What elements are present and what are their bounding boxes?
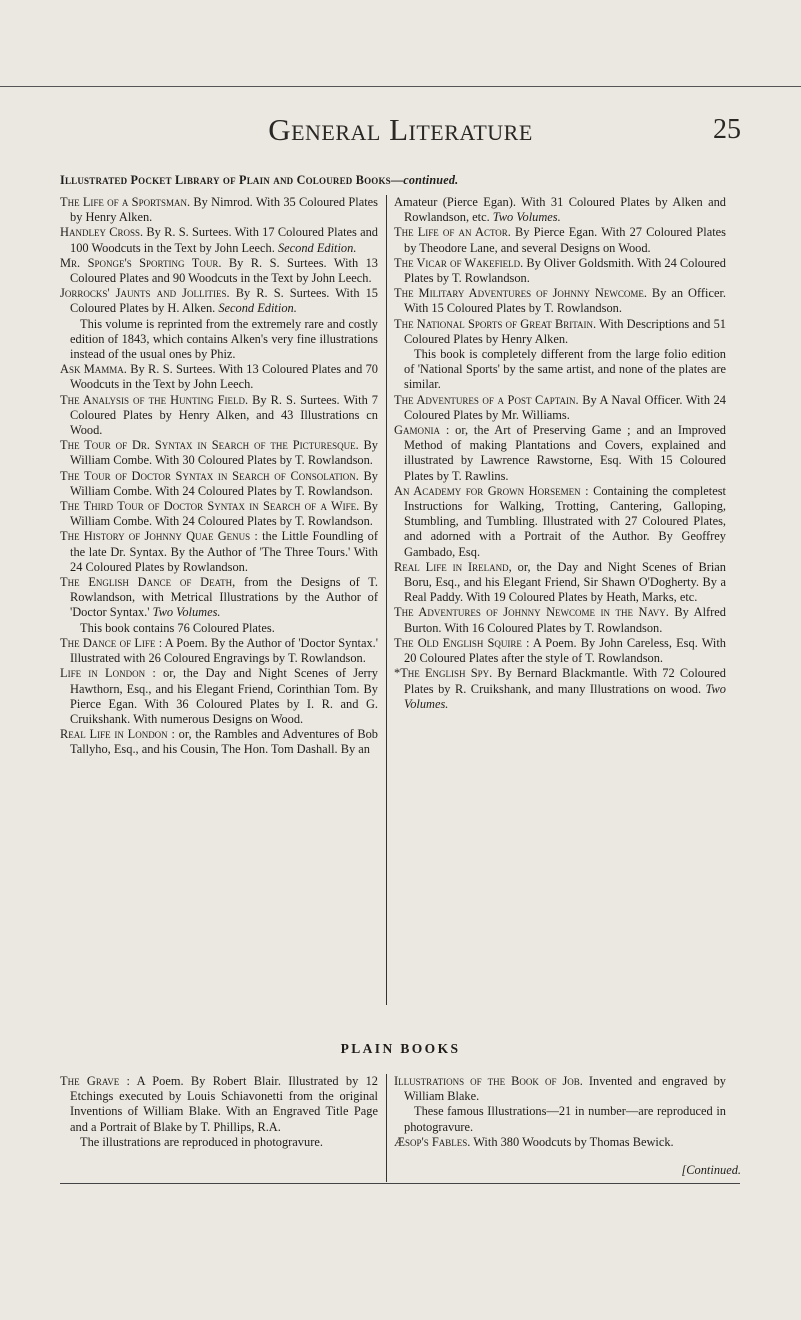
catalogue-note	[60, 621, 378, 636]
section-title: Illustrated Pocket Library of Plain and Coloured Books—	[60, 173, 404, 187]
entry-description: the Little Foundling of the late Dr. Syntax. By the Author of 'The Three Tours.' With 24 Coloured Plates by Rowlandson.	[70, 529, 378, 574]
entry-title: The Dance of Life :	[60, 635, 163, 650]
bottom-rule	[60, 1183, 740, 1184]
entry-description: A Poem. By the Author of 'Doctor Syntax.' Illustrated with 26 Coloured Engravings by T. Rowlandson.	[70, 635, 378, 666]
catalogue-entry	[394, 484, 726, 560]
catalogue-note	[60, 1135, 378, 1150]
catalogue-entry	[394, 225, 726, 255]
entry-edition: Second Edition.	[218, 301, 297, 316]
catalogue-entry	[60, 438, 378, 468]
note-text: These famous Illustrations—21 in number—are reproduced in photogravure.	[404, 1104, 726, 1134]
entry-title: The Tour of Doctor Syntax in Search of Consolation.	[60, 468, 359, 483]
entry-title: The Third Tour of Doctor Syntax in Search of a Wife.	[60, 499, 360, 514]
note-text: The illustrations are reproduced in photogravure.	[80, 1134, 323, 1149]
entry-description: By William Combe. With 24 Coloured Plates by T. Rowlandson.	[70, 468, 378, 498]
entry-description: By R. S. Surtees. With 7 Coloured Plates by Henry Alken, and 43 Illustrations cn Wood.	[70, 392, 378, 438]
catalogue-entry	[60, 499, 378, 529]
catalogue-entry	[394, 605, 726, 635]
column-divider	[386, 195, 387, 1005]
entry-title: Real Life in London :	[60, 727, 175, 742]
entry-title: Real Life in Ireland,	[394, 559, 512, 574]
entry-edition: Second Edition.	[277, 240, 357, 255]
catalogue-entry	[60, 195, 378, 225]
entry-edition: Two Volumes.	[492, 210, 561, 225]
entry-description: Amateur (Pierce Egan). With 31 Coloured Plates by Alken and Rowlandson, etc.	[394, 195, 726, 225]
left-column	[60, 195, 378, 758]
plain-books-heading: PLAIN BOOKS	[340, 1041, 461, 1056]
plain-right-column	[394, 1074, 726, 1150]
catalogue-entry	[394, 393, 726, 423]
note-text: This volume is reprinted from the extremely rare and costly edition of 1843, which contains Alken's very fine illustrations instead of the usual ones by Phiz.	[70, 316, 378, 362]
plain-column-divider	[386, 1074, 387, 1182]
catalogue-entry	[60, 286, 378, 316]
entry-title: The Military Adventures of Johnny Newcome.	[394, 286, 647, 301]
catalogue-entry	[394, 1135, 726, 1150]
right-column	[394, 195, 726, 712]
catalogue-entry	[60, 636, 378, 666]
section-continued: continued.	[403, 173, 459, 187]
entry-description: With 380 Woodcuts by Thomas Bewick.	[470, 1134, 674, 1149]
catalogue-note	[394, 1104, 726, 1134]
entry-title: Mr. Sponge's Sporting Tour.	[60, 255, 222, 270]
entry-title: The Adventures of Johnny Newcome in the Navy.	[394, 605, 669, 620]
entry-title: Life in London :	[60, 666, 156, 681]
catalogue-entry	[394, 636, 726, 666]
entry-description: or, the Day and Night Scenes of Brian Boru, Esq., and his Elegant Friend, Sir Shawn O'Dogherty. By a Real Paddy. With 19 Coloured Plates by Heath, Marks, etc.	[404, 559, 727, 605]
entry-description: By Oliver Goldsmith. With 24 Coloured Plates by T. Rowlandson.	[404, 255, 727, 286]
catalogue-entry	[60, 1074, 378, 1135]
entry-edition: Two Volumes.	[404, 681, 726, 711]
entry-description: By A Naval Officer. With 24 Coloured Plates by Mr. Williams.	[404, 392, 726, 422]
entry-title: The Adventures of a Post Captain.	[394, 392, 579, 407]
entry-title: The Life of an Actor.	[394, 225, 511, 240]
catalogue-entry	[60, 529, 378, 575]
catalogue-entry	[394, 666, 726, 712]
entry-description: By R. S. Surtees. With 17 Coloured Plates and 100 Woodcuts in the Text by John Leech.	[70, 225, 378, 255]
catalogue-entry	[60, 225, 378, 255]
top-rule	[0, 86, 801, 87]
entry-description: A Poem. By Robert Blair. Illustrated by 12 Etchings executed by Louis Schiavonetti from the original Inventions of William Blake. With an Engraved Title Page and a Portrait of Blake by T. Phillips, R.A.	[70, 1074, 378, 1134]
entry-title: The Vicar of Wakefield.	[394, 255, 524, 270]
entry-description: By Alfred Burton. With 16 Coloured Plates by T. Rowlandson.	[404, 605, 726, 635]
entry-title: An Academy for Grown Horsemen :	[394, 483, 589, 498]
entry-description: By William Combe. With 30 Coloured Plates by T. Rowlandson.	[70, 438, 378, 468]
note-text: This book contains 76 Coloured Plates.	[80, 620, 275, 635]
catalogue-entry	[60, 393, 378, 439]
entry-title: Æsop's Fables.	[394, 1134, 471, 1149]
entry-description: Containing the completest Instructions for Walking, Trotting, Cantering, Galloping, Stumbling, and Tumbling. Illustrated with 27 Coloured Plates, and adorned with a Portrait of the Author. By Geoffrey Gambado, Esq.	[404, 483, 726, 559]
catalogue-entry	[394, 317, 726, 347]
note-text: This book is completely different from the large folio edition of 'National Sports' by the same artist, and none of the plates are similar.	[404, 347, 726, 392]
entry-title: The National Sports of Great Britain.	[394, 316, 597, 331]
page-number: 25	[713, 114, 741, 145]
catalogue-entry	[60, 362, 378, 392]
entry-title: The Grave :	[60, 1074, 130, 1088]
plain-left-column	[60, 1074, 378, 1150]
entry-title: The Analysis of the Hunting Field.	[60, 392, 249, 407]
entry-description: By Pierce Egan. With 27 Coloured Plates by Theodore Lane, and several Designs on Wood.	[404, 225, 726, 255]
catalogue-entry	[394, 423, 726, 484]
catalogue-note	[60, 317, 378, 363]
entry-title: The History of Johnny Quae Genus :	[60, 529, 258, 544]
catalogue-entry	[60, 256, 378, 286]
entry-description: By R. S. Surtees. With 15 Coloured Plates by H. Alken.	[70, 286, 378, 316]
catalogue-entry	[394, 560, 726, 606]
entry-title: Illustrations of the Book of Job.	[394, 1074, 583, 1088]
entry-description: from the Designs of T. Rowlandson, with Metrical Illustrations by the Author of 'Doctor Syntax.'	[70, 575, 378, 620]
entry-title: The Tour of Dr. Syntax in Search of the Picturesque.	[60, 438, 359, 453]
entry-description: With Descriptions and 51 Coloured Plates by Henry Alken.	[404, 316, 726, 346]
catalogue-entry	[394, 256, 726, 286]
entry-title: Jorrocks' Jaunts and Jollities.	[60, 286, 230, 301]
catalogue-note	[394, 347, 726, 393]
page-header	[0, 112, 801, 152]
entry-title: The Life of a Sportsman.	[60, 195, 191, 209]
entry-description: A Poem. By John Careless, Esq. With 20 Coloured Plates after the style of T. Rowlandson.	[404, 635, 726, 666]
continued-label: [Continued.	[681, 1163, 741, 1177]
entry-description: By Nimrod. With 35 Coloured Plates by Henry Alken.	[70, 195, 378, 225]
catalogue-entry	[60, 727, 378, 757]
entry-description: By William Combe. With 24 Coloured Plates by T. Rowlandson.	[70, 499, 379, 529]
entry-title: The Old English Squire :	[394, 635, 530, 650]
catalogue-entry	[394, 195, 726, 225]
entry-description: or, the Art of Preserving Game ; and an Improved Method of making Plantations and Covers, explained and illustrated by Lawrence Rawstorne, Esq. With 15 Coloured Plates by T. Rawlins.	[404, 423, 726, 483]
entry-title: *The English Spy.	[394, 666, 493, 681]
catalogue-entry	[394, 1074, 726, 1104]
catalogue-entry	[394, 286, 726, 316]
catalogue-entry	[60, 575, 378, 621]
entry-description: By Bernard Blackmantle. With 72 Coloured Plates by R. Cruikshank, and many Illustrations on wood.	[404, 666, 726, 696]
entry-edition: Two Volumes.	[152, 605, 221, 620]
entry-description: or, the Day and Night Scenes of Jerry Hawthorn, Esq., and his Elegant Friend, Corinthian Tom. By Pierce Egan. With 36 Coloured Plates by I. R. and G. Cruikshank. With numerous Designs on Wood.	[70, 666, 378, 726]
entry-description: By R. S. Surtees. With 13 Coloured Plates and 70 Woodcuts in the Text by John Leech.	[70, 362, 378, 392]
entry-title: Ask Mamma.	[60, 362, 127, 377]
entry-title: Handley Cross.	[60, 225, 144, 240]
catalogue-entry	[60, 469, 378, 499]
entry-description: Invented and engraved by William Blake.	[404, 1074, 726, 1104]
entry-description: By R. S. Surtees. With 13 Coloured Plates and 90 Woodcuts in the Text by John Leech.	[70, 255, 378, 286]
entry-title: Gamonia :	[394, 423, 450, 438]
page-title: General Literature	[268, 112, 533, 147]
section-heading	[60, 173, 458, 188]
catalogue-entry	[60, 666, 378, 727]
entry-description: or, the Rambles and Adventures of Bob Tallyho, Esq., and his Cousin, The Hon. Tom Dashall. By an	[70, 727, 378, 757]
entry-title: The English Dance of Death,	[60, 575, 236, 590]
entry-description: By an Officer. With 15 Coloured Plates by T. Rowlandson.	[404, 286, 726, 316]
